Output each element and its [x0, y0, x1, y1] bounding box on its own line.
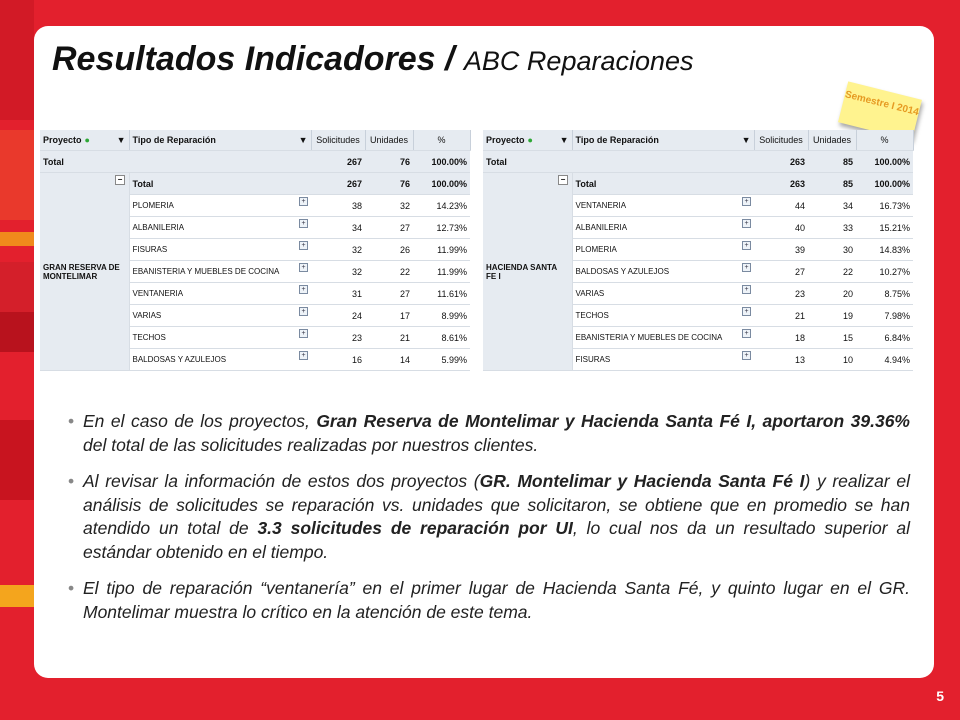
col-tipo-label: Tipo de Reparación — [575, 135, 659, 145]
decor-block — [0, 585, 34, 607]
grand-total-pct: 100.00% — [413, 151, 470, 173]
tipo-label: FISURAS — [575, 355, 611, 364]
solicitudes-cell: 18 — [754, 327, 808, 349]
unidades-cell: 27 — [365, 217, 413, 239]
solicitudes-cell: 16 — [311, 349, 365, 371]
tipo-label: EBANISTERIA Y MUEBLES DE COCINA — [575, 333, 723, 342]
tipo-label: VENTANERIA — [132, 289, 184, 298]
expand-icon[interactable]: + — [742, 329, 751, 338]
tipo-cell — [572, 239, 754, 261]
bullet-dot-icon: • — [68, 411, 75, 431]
bullet-text: El tipo de reparación “ventanería” en el primer lugar de Hacienda Santa Fé, y quinto lugar en el GR. Montelimar muestra lo crítico en la atención de este tema. — [83, 578, 910, 622]
col-pct[interactable]: % — [856, 130, 913, 151]
decor-block — [0, 0, 34, 120]
tipo-label: VARIAS — [575, 289, 605, 298]
solicitudes-cell: 39 — [754, 239, 808, 261]
solicitudes-cell: 24 — [311, 305, 365, 327]
solicitudes-cell: 31 — [311, 283, 365, 305]
dropdown-arrow-icon[interactable]: ▼ — [298, 135, 308, 145]
col-pct[interactable]: % — [413, 130, 470, 151]
col-tipo[interactable] — [572, 130, 754, 151]
tipo-cell — [572, 283, 754, 305]
tipo-cell — [129, 349, 311, 371]
solicitudes-cell: 44 — [754, 195, 808, 217]
tipo-cell — [572, 349, 754, 371]
pct-cell: 7.98% — [856, 305, 913, 327]
unidades-cell: 32 — [365, 195, 413, 217]
subtotal-solicitudes: 267 — [311, 173, 365, 195]
dropdown-arrow-icon[interactable]: ▼ — [559, 135, 569, 145]
project-name: GRAN RESERVA DE MONTELIMAR — [43, 262, 120, 281]
dropdown-arrow-icon[interactable]: ▼ — [116, 135, 126, 145]
grand-total-label: Total — [40, 151, 129, 173]
bullet-dot-icon: • — [68, 471, 75, 491]
subtotal-pct: 100.00% — [413, 173, 470, 195]
unidades-cell: 34 — [808, 195, 856, 217]
grand-total-blank — [572, 151, 754, 173]
subtotal-label: Total — [129, 173, 311, 195]
tipo-cell — [572, 305, 754, 327]
decor-block — [0, 262, 34, 312]
unidades-cell: 22 — [808, 261, 856, 283]
pct-cell: 14.23% — [413, 195, 470, 217]
grand-total-solicitudes: 263 — [754, 151, 808, 173]
unidades-cell: 26 — [365, 239, 413, 261]
unidades-cell: 20 — [808, 283, 856, 305]
expand-icon[interactable]: + — [299, 351, 308, 360]
unidades-cell: 17 — [365, 305, 413, 327]
tipo-cell — [572, 217, 754, 239]
decor-block — [0, 312, 34, 352]
bullet-item — [68, 410, 910, 457]
filter-dot-icon[interactable]: ● — [527, 135, 533, 145]
tipo-label: EBANISTERIA Y MUEBLES DE COCINA — [132, 267, 280, 276]
collapse-icon[interactable]: − — [558, 175, 568, 185]
pivot-table-montelimar — [40, 130, 471, 371]
unidades-cell: 33 — [808, 217, 856, 239]
pct-cell: 11.99% — [413, 261, 470, 283]
unidades-cell: 10 — [808, 349, 856, 371]
sticky-note: Semestre I 2014 — [838, 81, 922, 140]
expand-icon[interactable]: + — [299, 263, 308, 272]
tipo-label: VARIAS — [132, 311, 162, 320]
col-proyecto[interactable] — [40, 130, 129, 151]
tipo-cell — [129, 195, 311, 217]
tipo-label: PLOMERIA — [132, 201, 174, 210]
col-solicitudes[interactable]: Solicitudes — [311, 130, 365, 151]
subtotal-unidades: 76 — [365, 173, 413, 195]
grand-total-row — [40, 151, 470, 173]
decor-block — [0, 232, 34, 246]
tipo-cell — [572, 261, 754, 283]
solicitudes-cell: 34 — [311, 217, 365, 239]
collapse-icon[interactable]: − — [115, 175, 125, 185]
decor-block — [0, 130, 34, 220]
pct-cell: 8.75% — [856, 283, 913, 305]
tipo-label: TECHOS — [575, 311, 609, 320]
tipo-label: ALBANILERIA — [132, 223, 185, 232]
pct-cell: 16.73% — [856, 195, 913, 217]
pct-cell: 6.84% — [856, 327, 913, 349]
expand-icon[interactable]: + — [742, 241, 751, 250]
bullet-text: En el caso de los proyectos, — [83, 411, 317, 431]
bullet-text: del total de las solicitudes realizadas por nuestros clientes. — [83, 434, 539, 455]
tipo-label: TECHOS — [132, 333, 166, 342]
expand-icon[interactable]: + — [742, 263, 751, 272]
tipo-label: FISURAS — [132, 245, 168, 254]
col-proyecto-label: Proyecto — [43, 135, 82, 145]
tipo-cell — [572, 195, 754, 217]
bullet-dot-icon: • — [68, 578, 75, 598]
tipo-label: BALDOSAS Y AZULEJOS — [575, 267, 670, 276]
tipo-label: PLOMERIA — [575, 245, 617, 254]
col-tipo-label: Tipo de Reparación — [132, 135, 216, 145]
grand-total-blank — [129, 151, 311, 173]
solicitudes-cell: 13 — [754, 349, 808, 371]
title-subtitle: ABC Reparaciones — [463, 46, 694, 76]
col-unidades[interactable]: Unidades — [808, 130, 856, 151]
expand-icon[interactable]: + — [742, 351, 751, 360]
unidades-cell: 14 — [365, 349, 413, 371]
col-proyecto-label: Proyecto — [486, 135, 525, 145]
bullet-list — [68, 410, 910, 637]
bullet-text: Al revisar la información de estos dos proyectos ( — [83, 471, 480, 491]
col-tipo[interactable] — [129, 130, 311, 151]
tipo-cell — [129, 217, 311, 239]
bullet-text-bold: 3.3 solicitudes de reparación por UI — [257, 518, 573, 538]
tipo-label: ALBANILERIA — [575, 223, 628, 232]
bullet-text: ) y realizar el análisis de solicitudes se reparación vs. unidades que solicitaron, se obtiene que en promedio se han atendido un total de — [83, 471, 911, 538]
grand-total-solicitudes: 267 — [311, 151, 365, 173]
solicitudes-cell: 27 — [754, 261, 808, 283]
expand-icon[interactable]: + — [299, 197, 308, 206]
expand-icon[interactable]: + — [299, 241, 308, 250]
decor-block — [0, 420, 34, 500]
unidades-cell: 15 — [808, 327, 856, 349]
pivot-table-santa-fe — [483, 130, 914, 371]
pct-cell: 11.61% — [413, 283, 470, 305]
pct-cell: 12.73% — [413, 217, 470, 239]
slide-title — [52, 40, 694, 79]
pct-cell: 15.21% — [856, 217, 913, 239]
tipo-cell — [129, 283, 311, 305]
solicitudes-cell: 32 — [311, 239, 365, 261]
subtotal-solicitudes: 263 — [754, 173, 808, 195]
subtotal-row — [483, 173, 913, 195]
grand-total-row — [483, 151, 913, 173]
solicitudes-cell: 32 — [311, 261, 365, 283]
solicitudes-cell: 38 — [311, 195, 365, 217]
col-unidades[interactable]: Unidades — [365, 130, 413, 151]
filter-dot-icon[interactable]: ● — [84, 135, 90, 145]
solicitudes-cell: 23 — [311, 327, 365, 349]
expand-icon[interactable]: + — [299, 219, 308, 228]
expand-icon[interactable]: + — [742, 307, 751, 316]
grand-total-pct: 100.00% — [856, 151, 913, 173]
pct-cell: 10.27% — [856, 261, 913, 283]
pct-cell: 4.94% — [856, 349, 913, 371]
tipo-cell — [129, 305, 311, 327]
title-text: Resultados Indicadores / — [52, 40, 455, 78]
bullet-item — [68, 470, 910, 564]
solicitudes-cell: 40 — [754, 217, 808, 239]
project-cell — [40, 173, 129, 371]
pct-cell: 8.61% — [413, 327, 470, 349]
bullet-text: , lo cual nos da un resultado superior al estándar obtenido en el tiempo. — [83, 518, 910, 562]
expand-icon[interactable]: + — [742, 285, 751, 294]
solicitudes-cell: 21 — [754, 305, 808, 327]
subtotal-pct: 100.00% — [856, 173, 913, 195]
expand-icon[interactable]: + — [299, 329, 308, 338]
page-number: 5 — [936, 688, 944, 704]
bullet-item — [68, 577, 910, 624]
col-proyecto[interactable] — [483, 130, 572, 151]
expand-icon[interactable]: + — [742, 197, 751, 206]
tipo-cell — [129, 239, 311, 261]
dropdown-arrow-icon[interactable]: ▼ — [741, 135, 751, 145]
pct-cell: 8.99% — [413, 305, 470, 327]
tipo-label: VENTANERIA — [575, 201, 627, 210]
subtotal-row — [40, 173, 470, 195]
unidades-cell: 21 — [365, 327, 413, 349]
pct-cell: 11.99% — [413, 239, 470, 261]
expand-icon[interactable]: + — [299, 285, 308, 294]
tipo-label: BALDOSAS Y AZULEJOS — [132, 355, 227, 364]
project-cell — [483, 173, 572, 371]
expand-icon[interactable]: + — [299, 307, 308, 316]
grand-total-unidades: 76 — [365, 151, 413, 173]
bullet-text-bold: Gran Reserva de Montelimar y Hacienda Santa Fé I, aportaron 39.36% — [316, 411, 910, 431]
unidades-cell: 19 — [808, 305, 856, 327]
subtotal-unidades: 85 — [808, 173, 856, 195]
unidades-cell: 22 — [365, 261, 413, 283]
tipo-cell — [129, 327, 311, 349]
col-solicitudes[interactable]: Solicitudes — [754, 130, 808, 151]
slide-card — [34, 26, 934, 678]
project-name: HACIENDA SANTA FE I — [486, 262, 557, 281]
pct-cell: 14.83% — [856, 239, 913, 261]
subtotal-label: Total — [572, 173, 754, 195]
grand-total-unidades: 85 — [808, 151, 856, 173]
grand-total-label: Total — [483, 151, 572, 173]
solicitudes-cell: 23 — [754, 283, 808, 305]
unidades-cell: 27 — [365, 283, 413, 305]
unidades-cell: 30 — [808, 239, 856, 261]
tipo-cell — [572, 327, 754, 349]
tipo-cell — [129, 261, 311, 283]
expand-icon[interactable]: + — [742, 219, 751, 228]
bullet-text-bold: GR. Montelimar y Hacienda Santa Fé I — [479, 471, 805, 491]
pct-cell: 5.99% — [413, 349, 470, 371]
